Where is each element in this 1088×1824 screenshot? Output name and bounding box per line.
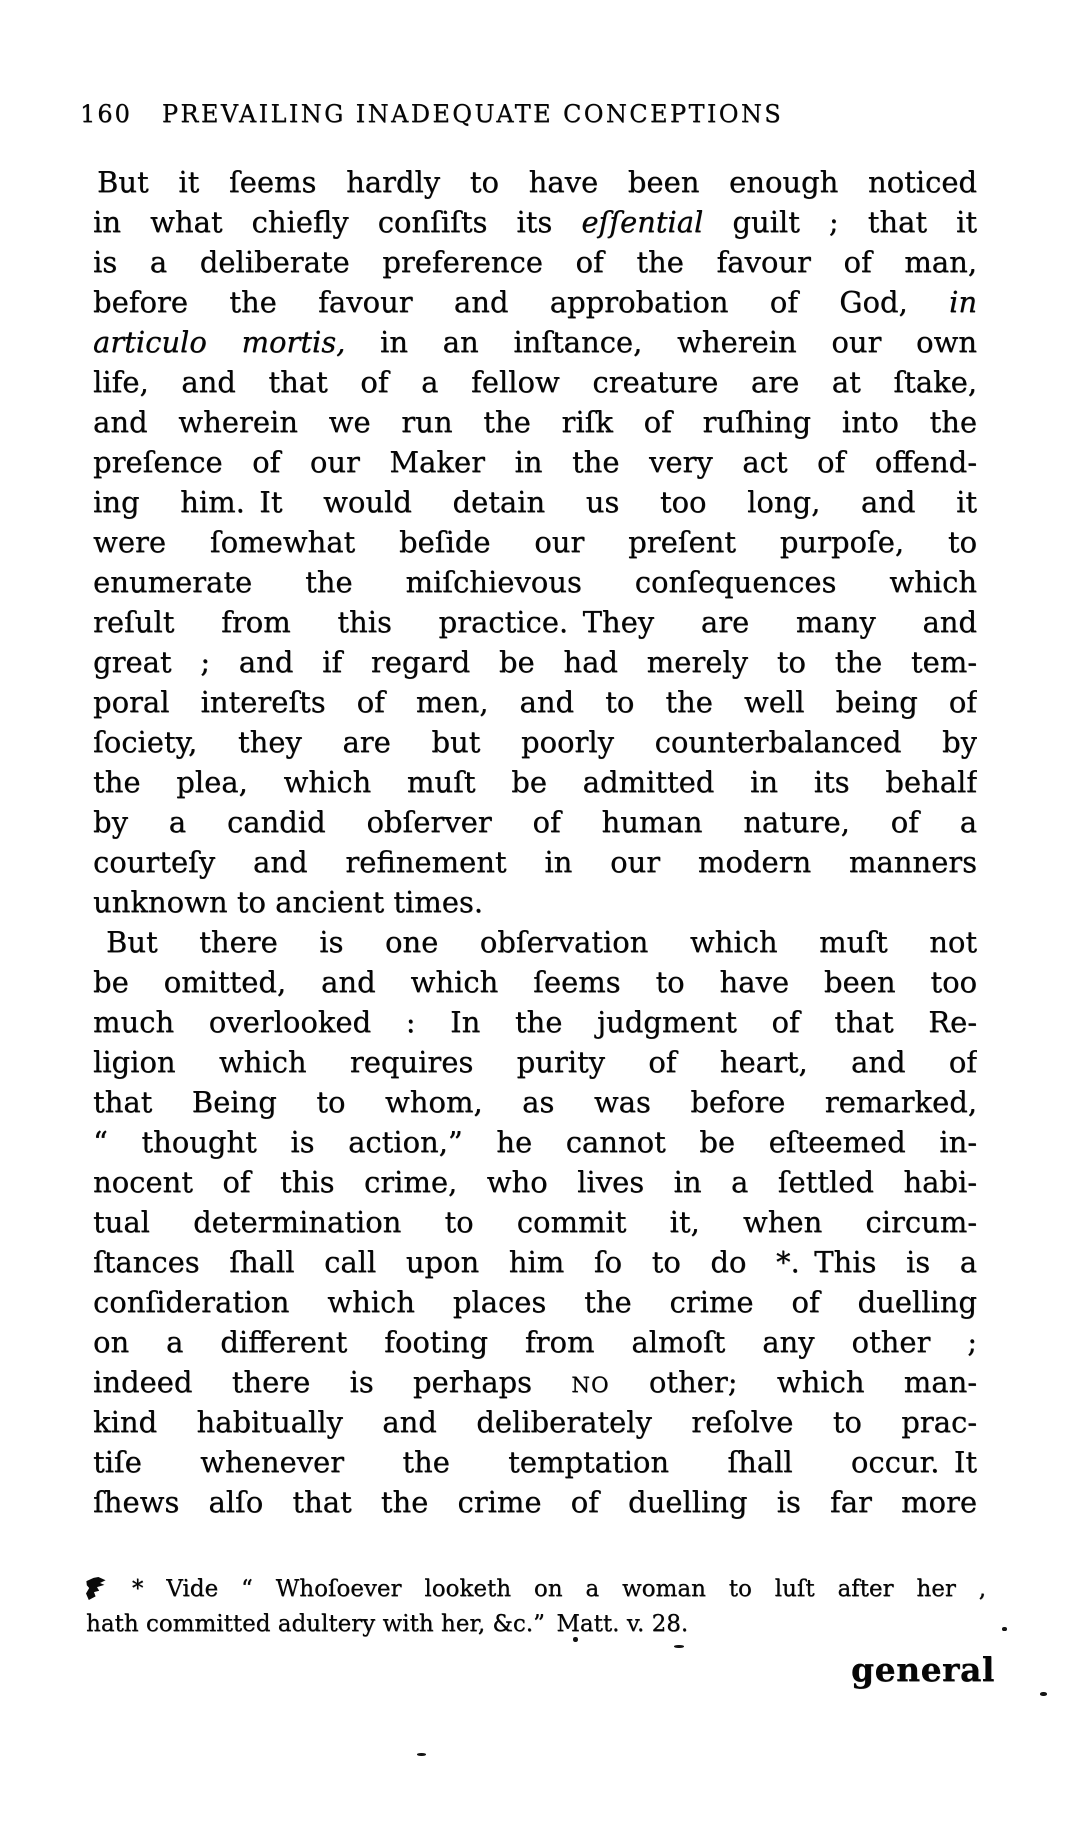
text-line: were ſomewhat beſide our preſent purpoſe, to	[93, 525, 977, 559]
text-line: enumerate the miſchievous conſequences which	[93, 565, 977, 599]
text-line: that Being to whom, as was before remarked,	[93, 1085, 977, 1119]
text-line: before the favour and approbation of God, in	[93, 285, 977, 319]
text-line: preſence of our Maker in the very act of offend-	[93, 445, 977, 479]
text-line: But there is one obſervation which muſt not	[106, 925, 977, 959]
text-line: is a deliberate preference of the favour of man,	[93, 245, 977, 279]
text-line: tual determination to commit it, when circum-	[93, 1205, 977, 1239]
page-number: 160	[80, 100, 132, 128]
styled-text: in	[949, 285, 977, 319]
text-line: tiſe whenever the temptation ſhall occur. It	[93, 1445, 977, 1479]
text-line: articulo mortis, in an inſtance, wherein our own	[93, 325, 977, 359]
styled-text: eſſential	[581, 205, 704, 239]
text-line: ing him. It would detain us too long, and it	[93, 485, 977, 519]
text-line: great ; and if regard be had merely to the tem-	[93, 645, 977, 679]
text-line: ſtances ſhall call upon him ſo to do *. This is a	[93, 1245, 977, 1279]
text-line: hath committed adultery with her, &c.” Matt. v. 28.	[86, 1611, 689, 1637]
text-line: kind habitually and deliberately reſolve to prac-	[93, 1405, 977, 1439]
text-line: ſociety, they are but poorly counterbalanced by	[93, 725, 977, 759]
text-line: and wherein we run the riſk of ruſhing into the	[93, 405, 977, 439]
text-line: in what chiefly conſiſts its eſſential guilt ; that it	[93, 205, 977, 239]
text-line: ſhews alſo that the crime of duelling is far more	[93, 1485, 977, 1519]
catchword: general	[851, 1650, 995, 1689]
text-line: courteſy and refinement in our modern manners	[93, 845, 977, 879]
running-header	[80, 100, 840, 128]
scan-speck	[417, 1753, 426, 1756]
styled-text: NO	[571, 1373, 610, 1398]
text-line: be omitted, and which ſeems to have been too	[93, 965, 977, 999]
text-line: conſideration which places the crime of duelling	[93, 1285, 977, 1319]
text-line: much overlooked : In the judgment of that Re-	[93, 1005, 977, 1039]
running-title: PREVAILING INADEQUATE CONCEPTIONS	[161, 100, 784, 128]
text-line: * Vide “ Whoſoever looketh on a woman to luſt after her ,	[86, 1572, 986, 1607]
scan-speck	[1002, 1627, 1007, 1631]
text-line: by a candid obſerver of human nature, of a	[93, 805, 977, 839]
styled-text: articulo mortis,	[93, 325, 346, 359]
printer-ink-blot	[86, 1577, 106, 1600]
text-line: But it ſeems hardly to have been enough noticed	[97, 165, 977, 199]
footnote	[86, 1572, 986, 1642]
text-line: life, and that of a fellow creature are at ſtake,	[93, 365, 977, 399]
scan-speck	[1040, 1692, 1047, 1696]
text-line: unknown to ancient times.	[93, 885, 483, 919]
text-line: nocent of this crime, who lives in a ſettled habi-	[93, 1165, 977, 1199]
body-text	[93, 162, 977, 1522]
text-line: “ thought is action,” he cannot be eſteemed in-	[93, 1125, 977, 1159]
text-line: reſult from this practice. They are many and	[93, 605, 977, 639]
text-line: on a different footing from almoſt any other ;	[93, 1325, 977, 1359]
text-line: ligion which requires purity of heart, and of	[93, 1045, 977, 1079]
scan-speck	[674, 1645, 684, 1648]
text-line: the plea, which muſt be admitted in its behalf	[93, 765, 977, 799]
text-line: poral intereſts of men, and to the well being of	[93, 685, 977, 719]
text-line: indeed there is perhaps NO other; which man-	[93, 1365, 977, 1399]
scan-speck	[573, 1637, 578, 1642]
